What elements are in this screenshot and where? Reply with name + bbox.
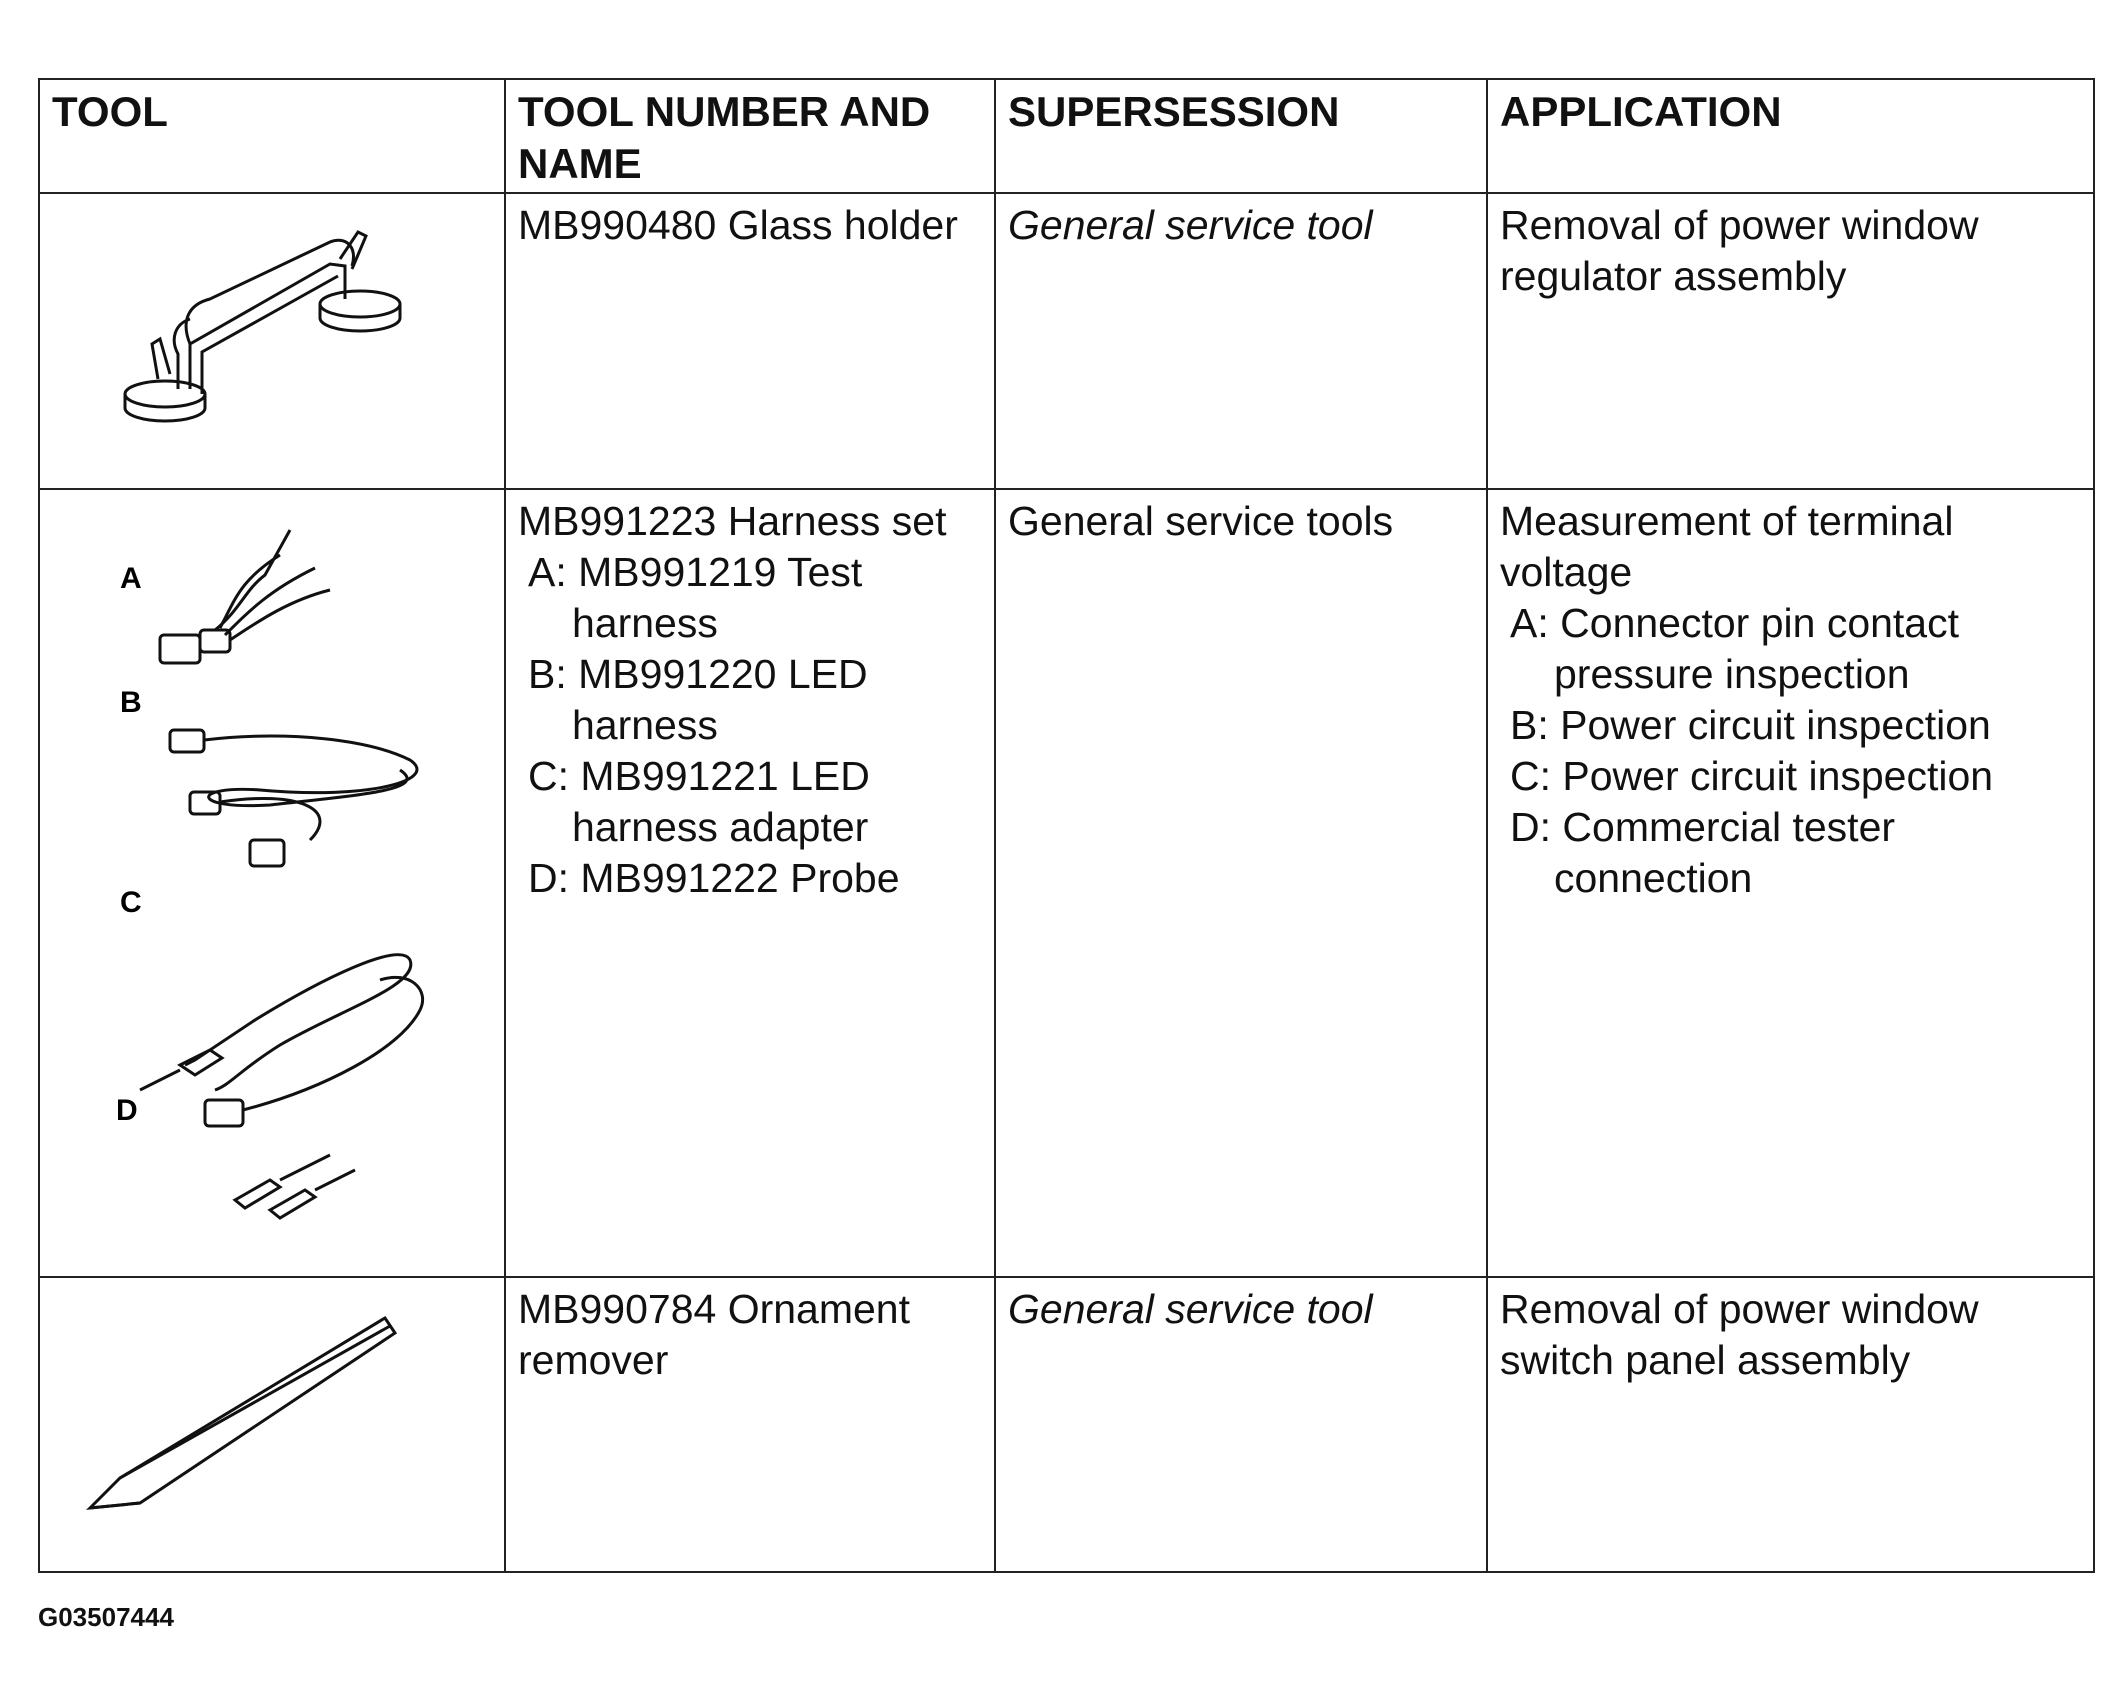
ornament-remover-icon xyxy=(40,1278,506,1566)
header-row xyxy=(39,79,2094,193)
illustration-tag-b: B xyxy=(120,686,142,719)
header-supersession: SUPERSESSION xyxy=(995,79,1487,193)
tool-number-name-text: MB991223 Harness set xyxy=(518,498,947,544)
tool-number-name: MB990784 Ornament remover xyxy=(505,1277,995,1572)
sub-text-continued: connection xyxy=(1554,855,1753,901)
sub-text: MB991222 Probe xyxy=(580,855,900,901)
tool-illustration-cell xyxy=(39,489,505,1277)
tool-illustration-cell xyxy=(39,193,505,489)
harness-set-icon xyxy=(40,490,506,1270)
sub-key: D: xyxy=(528,855,569,901)
sub-text-continued: harness xyxy=(572,702,718,748)
header-tool-number-name: TOOL NUMBER AND NAME xyxy=(505,79,995,193)
supersession: General service tool xyxy=(995,193,1487,489)
application-sub-item xyxy=(1500,751,2083,802)
tool-number-name-text: MB990480 Glass holder xyxy=(518,202,958,248)
special-tools-table xyxy=(38,78,2095,1573)
glass-holder-icon xyxy=(40,194,506,484)
illustration-tag-c: C xyxy=(120,886,142,919)
application: Removal of power window switch panel assembly xyxy=(1487,1277,2094,1572)
sub-text: Commercial tester xyxy=(1562,804,1896,850)
sub-key: A: xyxy=(528,549,567,595)
application xyxy=(1487,489,2094,1277)
tool-sub-item xyxy=(518,649,984,751)
application: Removal of power window regulator assembly xyxy=(1487,193,2094,489)
sub-key: B: xyxy=(528,651,567,697)
tool-sub-item xyxy=(518,547,984,649)
sub-key: D: xyxy=(1510,804,1551,850)
sub-text: MB991220 LED xyxy=(578,651,868,697)
table-row xyxy=(39,489,2094,1277)
tool-sub-item xyxy=(518,751,984,853)
sub-key: A: xyxy=(1510,600,1549,646)
tool-number-name xyxy=(505,489,995,1277)
illustration-tag-a: A xyxy=(120,562,142,595)
table-row xyxy=(39,193,2094,489)
tool-number-name xyxy=(505,193,995,489)
supersession: General service tool xyxy=(995,1277,1487,1572)
sub-key: B: xyxy=(1510,702,1549,748)
sub-text: Power circuit inspection xyxy=(1562,753,1994,799)
table-row xyxy=(39,1277,2094,1572)
tool-sub-item xyxy=(518,853,984,904)
application-text: Measurement of terminal voltage xyxy=(1500,498,1954,595)
sub-text: MB991221 LED xyxy=(580,753,870,799)
sub-key: C: xyxy=(528,753,569,799)
header-tool: TOOL xyxy=(39,79,505,193)
sub-text: Power circuit inspection xyxy=(1560,702,1991,748)
sub-key: C: xyxy=(1510,753,1551,799)
application-sub-item xyxy=(1500,802,2083,904)
header-application: APPLICATION xyxy=(1487,79,2094,193)
sub-text-continued: pressure inspection xyxy=(1554,651,1910,697)
application-sub-item xyxy=(1500,598,2083,700)
sub-text-continued: harness adapter xyxy=(572,804,869,850)
application-sub-item xyxy=(1500,700,2083,751)
sub-text: Connector pin contact xyxy=(1560,600,1960,646)
supersession: General service tools xyxy=(995,489,1487,1277)
sub-text-continued: harness xyxy=(572,600,718,646)
figure-id: G03507444 xyxy=(38,1602,174,1632)
tool-illustration-cell xyxy=(39,1277,505,1572)
sub-text: MB991219 Test xyxy=(578,549,863,595)
illustration-tag-d: D xyxy=(116,1094,138,1127)
